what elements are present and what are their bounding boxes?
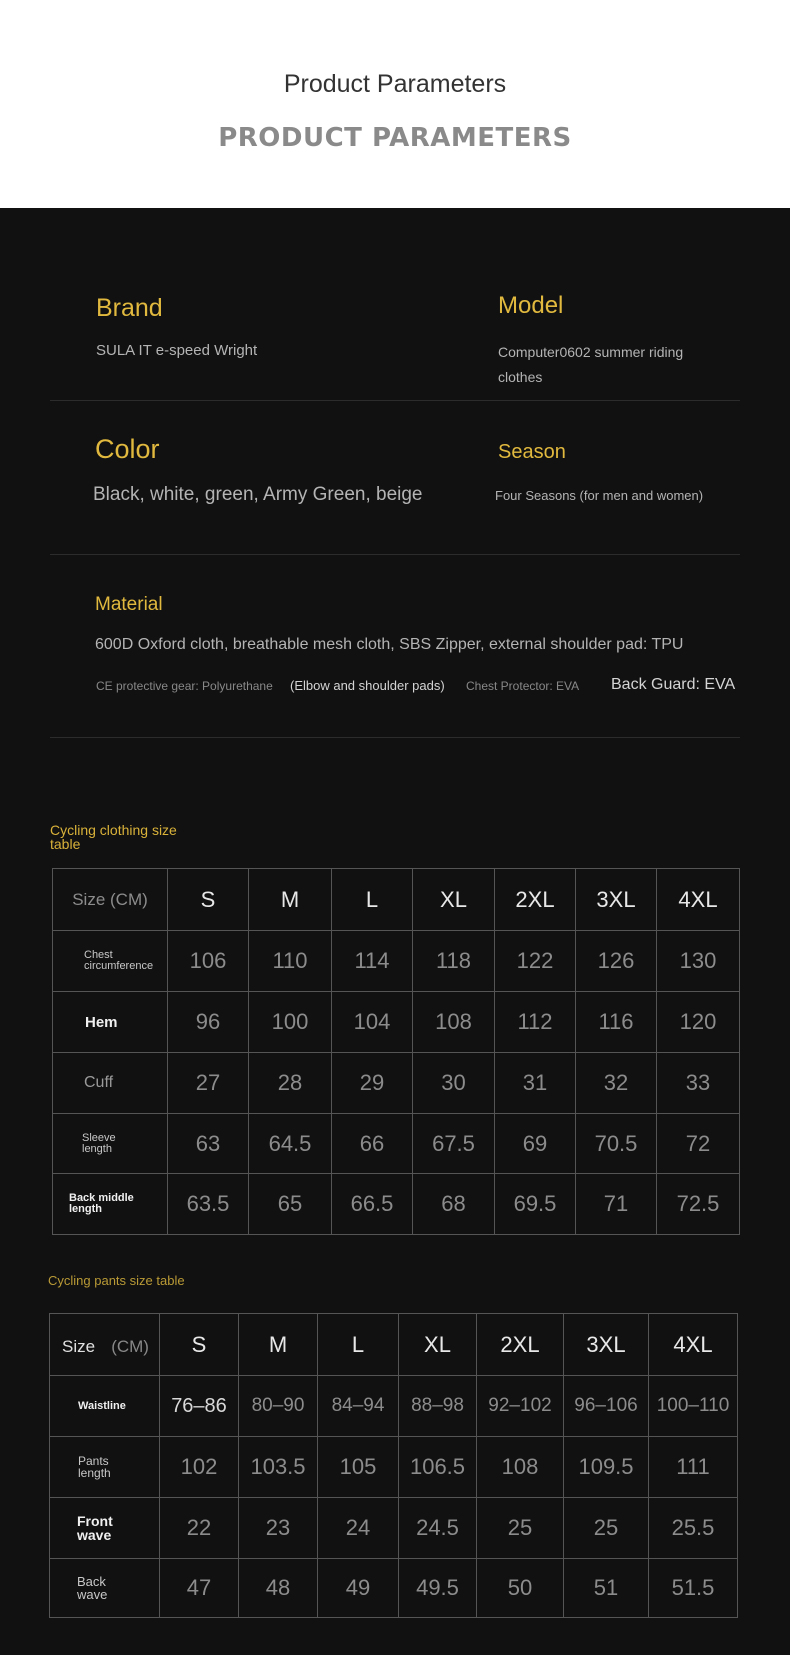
value-cell: 96 bbox=[168, 992, 249, 1053]
value-cell: 22 bbox=[160, 1498, 239, 1559]
value-cell: 118 bbox=[413, 931, 495, 992]
value-cell: 92–102 bbox=[477, 1376, 564, 1437]
value-cell: 66 bbox=[332, 1114, 413, 1174]
value-cell: 100–110 bbox=[649, 1376, 738, 1437]
page-subtitle: PRODUCT PARAMETERS bbox=[218, 123, 572, 153]
value-cell: 48 bbox=[239, 1559, 318, 1618]
value-cell: 51 bbox=[564, 1559, 649, 1618]
divider bbox=[50, 400, 740, 401]
size-header-cell: Size (CM) bbox=[53, 869, 168, 931]
value-cell: 24.5 bbox=[399, 1498, 477, 1559]
table-row bbox=[53, 1053, 740, 1114]
value-cell: 114 bbox=[332, 931, 413, 992]
value-cell: 111 bbox=[649, 1437, 738, 1498]
table-row bbox=[50, 1559, 738, 1618]
season-value: Four Seasons (for men and women) bbox=[495, 488, 704, 503]
value-cell: 27 bbox=[168, 1053, 249, 1114]
value-cell: 116 bbox=[576, 992, 657, 1053]
row-label: Front wave bbox=[50, 1498, 160, 1559]
value-cell: 84–94 bbox=[318, 1376, 399, 1437]
value-cell: 25 bbox=[477, 1498, 564, 1559]
value-cell: 112 bbox=[495, 992, 576, 1053]
row-label: Sleeve length bbox=[53, 1114, 168, 1174]
material-sub-pads: (Elbow and shoulder pads) bbox=[290, 678, 445, 693]
size-cell: 3XL bbox=[576, 869, 657, 931]
value-cell: 122 bbox=[495, 931, 576, 992]
value-cell: 66.5 bbox=[332, 1174, 413, 1235]
value-cell: 49 bbox=[318, 1559, 399, 1618]
value-cell: 32 bbox=[576, 1053, 657, 1114]
value-cell: 72.5 bbox=[657, 1174, 740, 1235]
material-sub-chest: Chest Protector: EVA bbox=[466, 679, 580, 693]
value-cell: 120 bbox=[657, 992, 740, 1053]
value-cell: 69.5 bbox=[495, 1174, 576, 1235]
divider bbox=[50, 737, 740, 738]
table-row bbox=[53, 1114, 740, 1174]
value-cell: 24 bbox=[318, 1498, 399, 1559]
value-cell: 65 bbox=[249, 1174, 332, 1235]
divider bbox=[50, 554, 740, 555]
model-value: Computer0602 summer riding clothes bbox=[498, 344, 684, 385]
value-cell: 71 bbox=[576, 1174, 657, 1235]
brand-value: SULA IT e-speed Wright bbox=[96, 342, 258, 359]
value-cell: 25.5 bbox=[649, 1498, 738, 1559]
value-cell: 104 bbox=[332, 992, 413, 1053]
table-row bbox=[50, 1498, 738, 1559]
size-header-label: Size bbox=[62, 1336, 96, 1356]
size-cell: L bbox=[318, 1314, 399, 1376]
value-cell: 30 bbox=[413, 1053, 495, 1114]
size-cell: XL bbox=[399, 1314, 477, 1376]
value-cell: 63 bbox=[168, 1114, 249, 1174]
value-cell: 67.5 bbox=[413, 1114, 495, 1174]
size-cell: M bbox=[249, 869, 332, 931]
row-label: Waistline bbox=[50, 1376, 160, 1437]
size-cell: L bbox=[332, 869, 413, 931]
table-row bbox=[50, 1437, 738, 1498]
value-cell: 110 bbox=[249, 931, 332, 992]
value-cell: 96–106 bbox=[564, 1376, 649, 1437]
size-cell: XL bbox=[413, 869, 495, 931]
value-cell: 76–86 bbox=[160, 1376, 239, 1437]
row-label: Cuff bbox=[53, 1053, 168, 1114]
value-cell: 29 bbox=[332, 1053, 413, 1114]
model-label: Model bbox=[498, 292, 564, 319]
value-cell: 28 bbox=[249, 1053, 332, 1114]
value-cell: 106 bbox=[168, 931, 249, 992]
value-cell: 100 bbox=[249, 992, 332, 1053]
page-title: Product Parameters bbox=[283, 70, 507, 98]
table-row bbox=[53, 931, 740, 992]
value-cell: 70.5 bbox=[576, 1114, 657, 1174]
page-header bbox=[0, 0, 790, 208]
value-cell: 49.5 bbox=[399, 1559, 477, 1618]
value-cell: 47 bbox=[160, 1559, 239, 1618]
size-cell: S bbox=[168, 869, 249, 931]
clothing-table-title: Cycling clothing size table bbox=[50, 822, 177, 852]
value-cell: 25 bbox=[564, 1498, 649, 1559]
brand-label: Brand bbox=[96, 294, 163, 322]
value-cell: 88–98 bbox=[399, 1376, 477, 1437]
table-row bbox=[53, 1174, 740, 1235]
material-label: Material bbox=[95, 594, 163, 615]
value-cell: 105 bbox=[318, 1437, 399, 1498]
value-cell: 68 bbox=[413, 1174, 495, 1235]
color-label: Color bbox=[95, 434, 160, 464]
size-cell: 4XL bbox=[649, 1314, 738, 1376]
value-cell: 72 bbox=[657, 1114, 740, 1174]
row-label: Back middle length bbox=[53, 1174, 168, 1235]
pants-size-table bbox=[49, 1313, 738, 1618]
value-cell: 50 bbox=[477, 1559, 564, 1618]
value-cell: 33 bbox=[657, 1053, 740, 1114]
value-cell: 23 bbox=[239, 1498, 318, 1559]
value-cell: 63.5 bbox=[168, 1174, 249, 1235]
size-cell: S bbox=[160, 1314, 239, 1376]
value-cell: 51.5 bbox=[649, 1559, 738, 1618]
size-cell: 2XL bbox=[477, 1314, 564, 1376]
season-label: Season bbox=[498, 441, 566, 463]
value-cell: 31 bbox=[495, 1053, 576, 1114]
size-cell: 2XL bbox=[495, 869, 576, 931]
material-value: 600D Oxford cloth, breathable mesh cloth, SBS Zipper, external shoulder pad: TPU bbox=[95, 636, 684, 653]
row-label: Chest circumference bbox=[53, 931, 168, 992]
table-row bbox=[53, 992, 740, 1053]
clothing-size-table bbox=[52, 868, 740, 1235]
table-header-row bbox=[50, 1314, 738, 1376]
size-header-unit: (CM) bbox=[111, 1336, 149, 1356]
size-cell: M bbox=[239, 1314, 318, 1376]
value-cell: 103.5 bbox=[239, 1437, 318, 1498]
value-cell: 130 bbox=[657, 931, 740, 992]
row-label: Hem bbox=[53, 992, 168, 1053]
pants-table-title: Cycling pants size table bbox=[48, 1273, 185, 1288]
material-sub-protective: CE protective gear: Polyurethane bbox=[96, 679, 273, 693]
material-sub-back: Back Guard: EVA bbox=[611, 676, 736, 693]
value-cell: 106.5 bbox=[399, 1437, 477, 1498]
value-cell: 69 bbox=[495, 1114, 576, 1174]
size-cell: 3XL bbox=[564, 1314, 649, 1376]
table-header-row bbox=[53, 869, 740, 931]
value-cell: 102 bbox=[160, 1437, 239, 1498]
value-cell: 80–90 bbox=[239, 1376, 318, 1437]
value-cell: 108 bbox=[477, 1437, 564, 1498]
value-cell: 126 bbox=[576, 931, 657, 992]
color-value: Black, white, green, Army Green, beige bbox=[93, 484, 423, 505]
value-cell: 109.5 bbox=[564, 1437, 649, 1498]
size-header-cell bbox=[50, 1314, 160, 1376]
table-row bbox=[50, 1376, 738, 1437]
value-cell: 64.5 bbox=[249, 1114, 332, 1174]
row-label: Back wave bbox=[50, 1559, 160, 1618]
row-label: Pants length bbox=[50, 1437, 160, 1498]
size-cell: 4XL bbox=[657, 869, 740, 931]
value-cell: 108 bbox=[413, 992, 495, 1053]
